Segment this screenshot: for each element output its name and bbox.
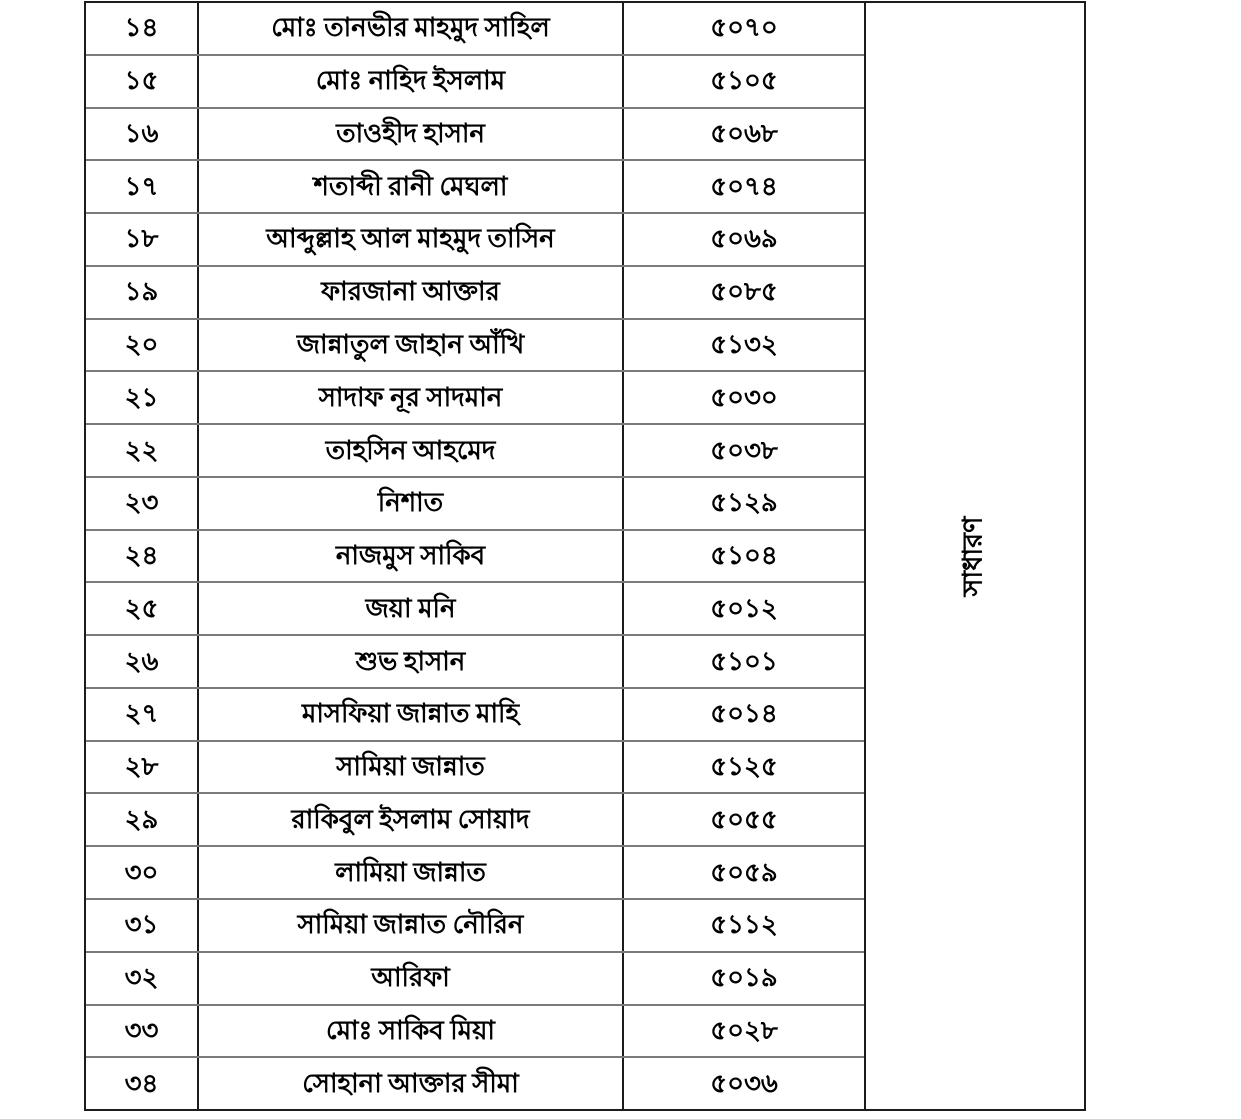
roll-number-cell: ৫১০১ [710,646,778,676]
student-name-cell: নাজমুস সাকিব [199,531,624,582]
serial-number-cell: ২৭ [86,689,199,740]
serial-number-cell: ৩০ [86,847,199,898]
roll-number-cell: ৫০৫৯ [710,857,778,887]
student-name-cell: সামিয়া জান্নাত নৌরিন [199,900,624,951]
roll-number-cell: ৫০১৯ [710,963,778,993]
table-row [86,634,864,687]
category-label-vertical: সাধারণ [957,516,988,596]
student-name-cell: শুভ হাসান [199,636,624,687]
serial-number-cell: ২০ [86,320,199,371]
table-row [86,687,864,740]
serial-number-cell: ২৯ [86,794,199,845]
table-row [86,3,864,54]
student-name-cell: আরিফা [199,953,624,1004]
serial-number-cell: ৩২ [86,953,199,1004]
table-row [86,159,864,212]
table-row [86,212,864,265]
serial-number-cell: ২৫ [86,583,199,634]
serial-number-cell: ২৪ [86,531,199,582]
table-row [86,1004,864,1057]
student-name-cell: সাদাফ নূর সাদমান [199,372,624,423]
roll-number-cell: ৫১৩২ [710,329,778,359]
roll-number-cell: ৫০৬৯ [710,224,778,254]
table-row [86,107,864,160]
serial-number-cell: ১৬ [86,109,199,160]
roll-number-cell: ৫০৩৮ [710,435,778,465]
table-rows-area [86,3,864,1109]
student-name-cell: রাকিবুল ইসলাম সোয়াদ [199,794,624,845]
roll-number-cell: ৫১০৫ [710,66,778,96]
serial-number-cell: ২১ [86,372,199,423]
serial-number-cell: ২২ [86,425,199,476]
roll-number-cell: ৫০৫৫ [710,804,778,834]
student-name-cell: মোঃ তানভীর মাহমুদ সাহিল [199,3,624,54]
table-row [86,423,864,476]
roll-number-cell: ৫০১৪ [710,699,778,729]
student-name-cell: সামিয়া জান্নাত [199,742,624,793]
table-row [86,740,864,793]
roll-number-cell: ৫১১২ [710,910,778,940]
roll-number-cell: ৫০৮৫ [710,277,778,307]
roll-number-cell: ৫০৩০ [710,382,778,412]
serial-number-cell: ৩৪ [86,1058,199,1109]
roll-number-cell: ৫১২৯ [710,488,778,518]
table-row [86,529,864,582]
roll-number-cell: ৫০৭৪ [710,171,778,201]
table-row [86,476,864,529]
category-merged-cell [864,3,1084,1109]
student-name-cell: মোঃ নাহিদ ইসলাম [199,56,624,107]
serial-number-cell: ১৮ [86,214,199,265]
roll-number-cell: ৫০৬৮ [710,118,778,148]
table-row [86,898,864,951]
student-name-cell: নিশাত [199,478,624,529]
student-name-cell: আব্দুল্লাহ আল মাহমুদ তাসিন [199,214,624,265]
student-name-cell: ফারজানা আক্তার [199,267,624,318]
student-name-cell: লামিয়া জান্নাত [199,847,624,898]
table-row [86,792,864,845]
roll-number-cell: ৫০২৮ [710,1015,778,1045]
table-row [86,951,864,1004]
table-row [86,54,864,107]
serial-number-cell: ২৮ [86,742,199,793]
student-name-cell: জয়া মনি [199,583,624,634]
student-name-cell: মোঃ সাকিব মিয়া [199,1006,624,1057]
serial-number-cell: ২৩ [86,478,199,529]
roll-number-cell: ৫০১২ [710,593,778,623]
serial-number-cell: ১৭ [86,161,199,212]
table-row [86,845,864,898]
table-row [86,265,864,318]
roll-number-cell: ৫১০৪ [710,541,778,571]
serial-number-cell: ৩৩ [86,1006,199,1057]
serial-number-cell: ২৬ [86,636,199,687]
table-row [86,1056,864,1109]
table-row [86,581,864,634]
table-row [86,318,864,371]
roll-number-cell: ৫১২৫ [710,752,778,782]
student-roster-table [84,1,1086,1111]
roll-number-cell: ৫০৩৬ [710,1068,778,1098]
serial-number-cell: ১৪ [86,3,199,54]
student-name-cell: সোহানা আক্তার সীমা [199,1058,624,1109]
student-name-cell: তাহসিন আহমেদ [199,425,624,476]
table-row [86,370,864,423]
student-name-cell: তাওহীদ হাসান [199,109,624,160]
serial-number-cell: ৩১ [86,900,199,951]
student-name-cell: জান্নাতুল জাহান আঁখি [199,320,624,371]
serial-number-cell: ১৯ [86,267,199,318]
student-name-cell: মাসফিয়া জান্নাত মাহি [199,689,624,740]
serial-number-cell: ১৫ [86,56,199,107]
roll-number-cell: ৫০৭০ [710,13,778,43]
student-name-cell: শতাব্দী রানী মেঘলা [199,161,624,212]
